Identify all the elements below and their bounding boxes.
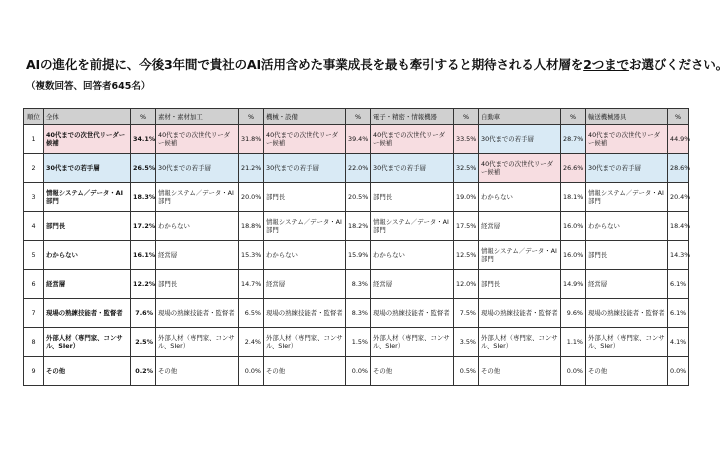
percentage-cell: 17.2%	[131, 212, 156, 241]
answer-label-cell: 部門長	[264, 183, 346, 212]
answer-label-cell: 現場の熟練技能者・監督者	[371, 299, 454, 328]
answer-label-cell: わからない	[156, 212, 239, 241]
percentage-cell: 0.0%	[561, 357, 586, 386]
percentage-cell: 2.5%	[131, 328, 156, 357]
answer-label-cell: 30代までの若手層	[479, 125, 561, 154]
header-pct: %	[131, 109, 156, 125]
percentage-cell: 9.6%	[561, 299, 586, 328]
answer-label-cell: わからない	[479, 183, 561, 212]
percentage-cell: 18.3%	[131, 183, 156, 212]
answer-label-cell: 現場の熟練技能者・監督者	[264, 299, 346, 328]
answer-label-cell: 外部人材（専門家、コンサル、SIer）	[586, 328, 668, 357]
percentage-cell: 20.4%	[668, 183, 689, 212]
answer-label-cell: 経営層	[264, 270, 346, 299]
answer-label-cell: 経営層	[479, 212, 561, 241]
answer-label-cell: 情報システム／データ・AI部門	[44, 183, 131, 212]
percentage-cell: 1.5%	[346, 328, 371, 357]
answer-label-cell: 経営層	[586, 270, 668, 299]
header-segment-electronics: 電子・精密・情報機器	[371, 109, 454, 125]
rank-cell: 4	[24, 212, 44, 241]
answer-label-cell: 経営層	[371, 270, 454, 299]
percentage-cell: 16.1%	[131, 241, 156, 270]
header-pct: %	[346, 109, 371, 125]
rank-cell: 9	[24, 357, 44, 386]
percentage-cell: 21.2%	[239, 154, 264, 183]
title-text: AIの進化を前提に、今後3年間で貴社のAI活用含めた事業成長を最も牽引すると期待される人材層を	[26, 57, 584, 72]
percentage-cell: 28.6%	[668, 154, 689, 183]
percentage-cell: 28.7%	[561, 125, 586, 154]
percentage-cell: 12.5%	[454, 241, 479, 270]
percentage-cell: 15.3%	[239, 241, 264, 270]
answer-label-cell: 40代までの次世代リーダー候補	[479, 154, 561, 183]
answer-label-cell: わからない	[44, 241, 131, 270]
table-row	[24, 125, 689, 154]
answer-label-cell: その他	[586, 357, 668, 386]
answer-label-cell: 情報システム／データ・AI部門	[479, 241, 561, 270]
answer-label-cell: 40代までの次世代リーダー候補	[156, 125, 239, 154]
answer-label-cell: 情報システム／データ・AI部門	[586, 183, 668, 212]
percentage-cell: 12.2%	[131, 270, 156, 299]
answer-label-cell: 情報システム／データ・AI部門	[264, 212, 346, 241]
table-row	[24, 357, 689, 386]
percentage-cell: 0.0%	[668, 357, 689, 386]
answer-label-cell: 30代までの若手層	[264, 154, 346, 183]
table-row	[24, 270, 689, 299]
percentage-cell: 18.8%	[239, 212, 264, 241]
answer-label-cell: その他	[479, 357, 561, 386]
rank-cell: 6	[24, 270, 44, 299]
percentage-cell: 6.1%	[668, 299, 689, 328]
header-pct: %	[454, 109, 479, 125]
percentage-cell: 1.1%	[561, 328, 586, 357]
answer-label-cell: その他	[44, 357, 131, 386]
percentage-cell: 31.8%	[239, 125, 264, 154]
percentage-cell: 14.9%	[561, 270, 586, 299]
answer-label-cell: 部門長	[156, 270, 239, 299]
header-segment-all: 全体	[44, 109, 131, 125]
answer-label-cell: 30代までの若手層	[371, 154, 454, 183]
answer-label-cell: 30代までの若手層	[44, 154, 131, 183]
header-segment-machinery: 機械・設備	[264, 109, 346, 125]
percentage-cell: 20.0%	[239, 183, 264, 212]
percentage-cell: 22.0%	[346, 154, 371, 183]
answer-label-cell: その他	[371, 357, 454, 386]
percentage-cell: 44.9%	[668, 125, 689, 154]
percentage-cell: 18.4%	[668, 212, 689, 241]
percentage-cell: 26.5%	[131, 154, 156, 183]
percentage-cell: 19.0%	[454, 183, 479, 212]
title-end: お選びください。	[628, 57, 728, 72]
answer-label-cell: 部門長	[371, 183, 454, 212]
title-underlined: 2つまで	[583, 57, 629, 72]
answer-label-cell: 外部人材（専門家、コンサル、SIer）	[371, 328, 454, 357]
percentage-cell: 32.5%	[454, 154, 479, 183]
page-title	[26, 54, 728, 73]
table-row	[24, 154, 689, 183]
header-segment-automotive: 自動車	[479, 109, 561, 125]
answer-label-cell: 情報システム／データ・AI部門	[371, 212, 454, 241]
answer-label-cell: 40代までの次世代リーダー候補	[44, 125, 131, 154]
answer-label-cell: わからない	[586, 212, 668, 241]
percentage-cell: 18.2%	[346, 212, 371, 241]
answer-label-cell: 30代までの若手層	[156, 154, 239, 183]
header-pct: %	[668, 109, 689, 125]
header-pct: %	[239, 109, 264, 125]
percentage-cell: 0.2%	[131, 357, 156, 386]
answer-label-cell: 40代までの次世代リーダー候補	[264, 125, 346, 154]
answer-label-cell: その他	[156, 357, 239, 386]
answer-label-cell: 外部人材（専門家、コンサル、SIer）	[44, 328, 131, 357]
percentage-cell: 0.0%	[239, 357, 264, 386]
percentage-cell: 18.1%	[561, 183, 586, 212]
percentage-cell: 12.0%	[454, 270, 479, 299]
percentage-cell: 14.7%	[239, 270, 264, 299]
percentage-cell: 0.5%	[454, 357, 479, 386]
answer-label-cell: 30代までの若手層	[586, 154, 668, 183]
answer-label-cell: 部門長	[44, 212, 131, 241]
table-row	[24, 241, 689, 270]
percentage-cell: 0.0%	[346, 357, 371, 386]
answer-label-cell: 部門長	[479, 270, 561, 299]
percentage-cell: 8.3%	[346, 270, 371, 299]
answer-label-cell: 40代までの次世代リーダー候補	[586, 125, 668, 154]
answer-label-cell: 情報システム／データ・AI部門	[156, 183, 239, 212]
rank-cell: 5	[24, 241, 44, 270]
percentage-cell: 14.3%	[668, 241, 689, 270]
percentage-cell: 20.5%	[346, 183, 371, 212]
percentage-cell: 8.3%	[346, 299, 371, 328]
table-row	[24, 183, 689, 212]
percentage-cell: 17.5%	[454, 212, 479, 241]
answer-label-cell: 現場の熟練技能者・監督者	[156, 299, 239, 328]
percentage-cell: 39.4%	[346, 125, 371, 154]
percentage-cell: 16.0%	[561, 212, 586, 241]
rank-cell: 7	[24, 299, 44, 328]
percentage-cell: 2.4%	[239, 328, 264, 357]
rank-cell: 8	[24, 328, 44, 357]
answer-label-cell: 部門長	[586, 241, 668, 270]
percentage-cell: 33.5%	[454, 125, 479, 154]
table-row	[24, 212, 689, 241]
header-rank: 順位	[24, 109, 44, 125]
table-row	[24, 328, 689, 357]
rank-cell: 1	[24, 125, 44, 154]
answer-label-cell: その他	[264, 357, 346, 386]
percentage-cell: 26.6%	[561, 154, 586, 183]
table-body	[24, 125, 689, 386]
percentage-cell: 6.5%	[239, 299, 264, 328]
percentage-cell: 15.9%	[346, 241, 371, 270]
answer-label-cell: 現場の熟練技能者・監督者	[479, 299, 561, 328]
answer-label-cell: 外部人材（専門家、コンサル、SIer）	[479, 328, 561, 357]
percentage-cell: 16.0%	[561, 241, 586, 270]
header-segment-materials: 素材・素材加工	[156, 109, 239, 125]
survey-table	[23, 108, 689, 386]
page-subtitle: （複数回答、回答者645名）	[26, 81, 151, 92]
header-pct: %	[561, 109, 586, 125]
answer-label-cell: 現場の熟練技能者・監督者	[586, 299, 668, 328]
rank-cell: 2	[24, 154, 44, 183]
header-segment-transport: 輸送機械器具	[586, 109, 668, 125]
percentage-cell: 3.5%	[454, 328, 479, 357]
percentage-cell: 7.5%	[454, 299, 479, 328]
answer-label-cell: 現場の熟練技能者・監督者	[44, 299, 131, 328]
answer-label-cell: 経営層	[44, 270, 131, 299]
percentage-cell: 6.1%	[668, 270, 689, 299]
answer-label-cell: 外部人材（専門家、コンサル、SIer）	[264, 328, 346, 357]
table-header-row	[24, 109, 689, 125]
answer-label-cell: 経営層	[156, 241, 239, 270]
table-row	[24, 299, 689, 328]
percentage-cell: 34.1%	[131, 125, 156, 154]
percentage-cell: 4.1%	[668, 328, 689, 357]
answer-label-cell: わからない	[371, 241, 454, 270]
answer-label-cell: わからない	[264, 241, 346, 270]
answer-label-cell: 40代までの次世代リーダー候補	[371, 125, 454, 154]
rank-cell: 3	[24, 183, 44, 212]
percentage-cell: 7.6%	[131, 299, 156, 328]
answer-label-cell: 外部人材（専門家、コンサル、SIer）	[156, 328, 239, 357]
